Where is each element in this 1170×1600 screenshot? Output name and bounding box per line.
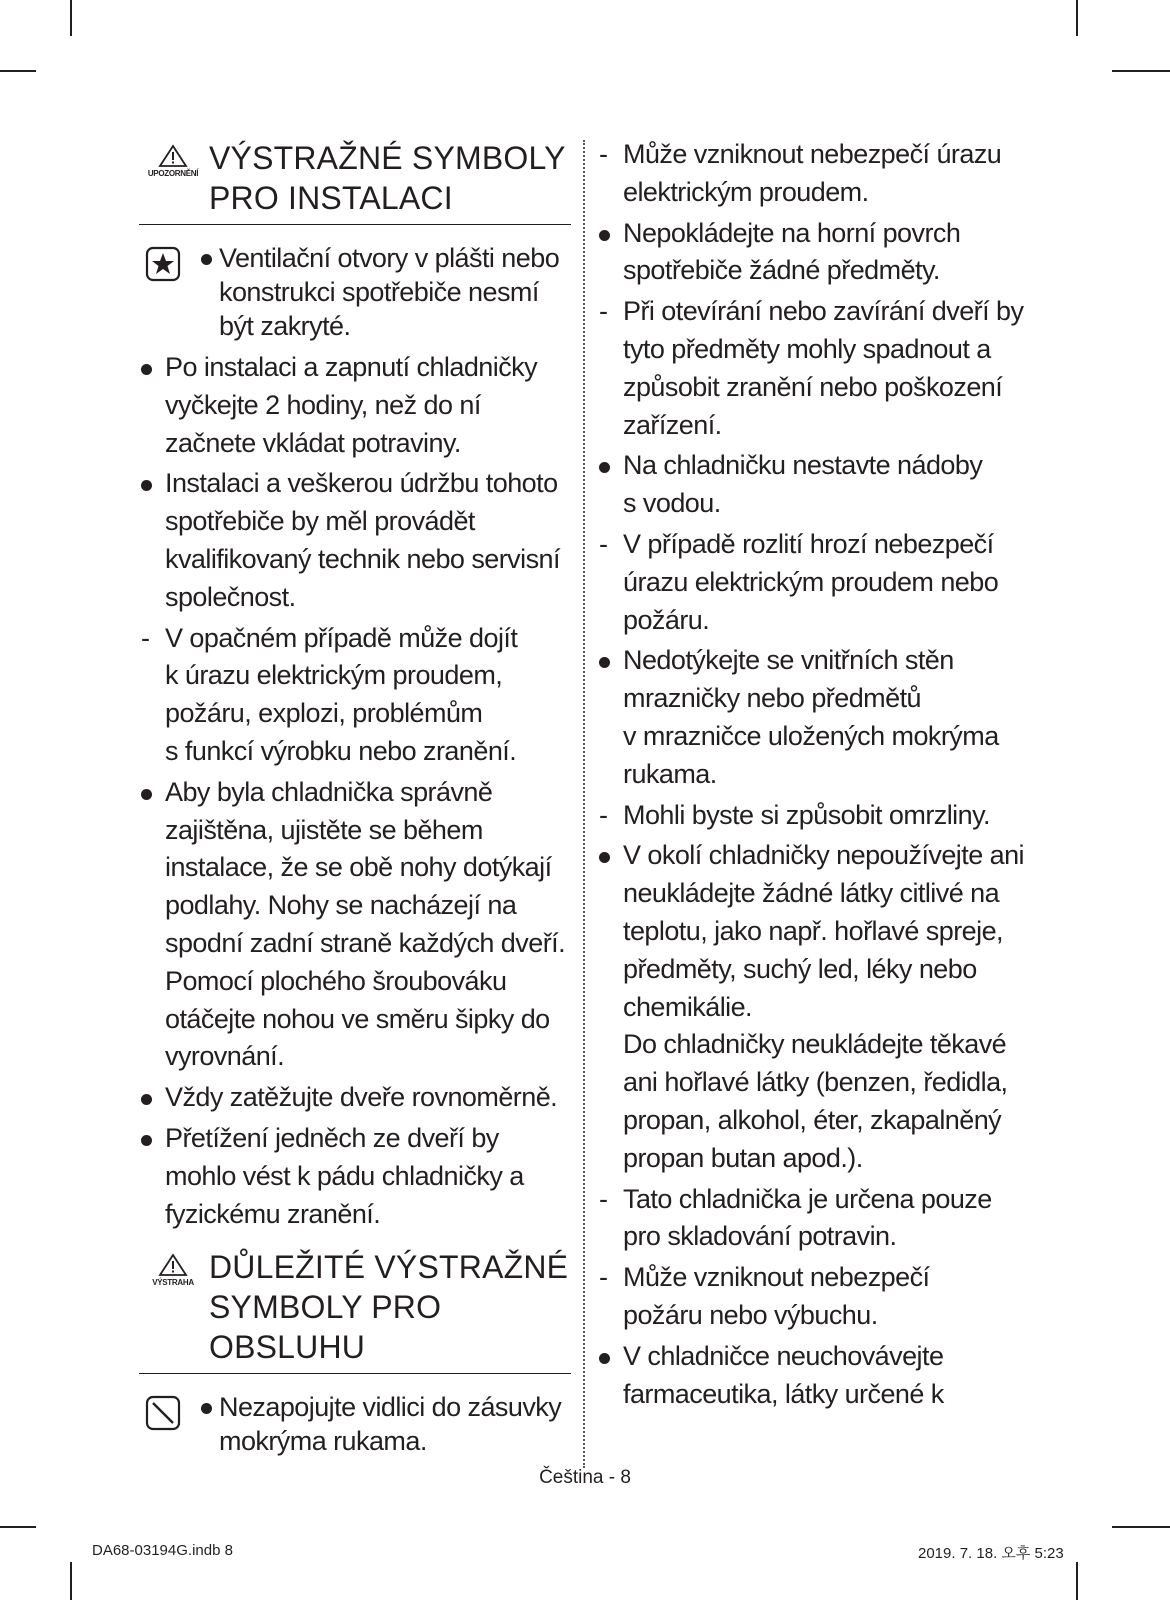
text-line: Nedotýkejte se vnitřních stěn	[623, 645, 954, 676]
ventilation-note: Ventilační otvory v plášti nebo konstrukci spotřebiče nesmí být zakryté.	[139, 241, 571, 343]
text-line: Po instalaci a zapnutí chladničky	[165, 352, 538, 382]
right-item-list	[597, 136, 1037, 1413]
dash-item	[597, 293, 1037, 444]
text-line: mohlo vést k pádu chladničky a	[165, 1160, 524, 1191]
text-line: instalace, že se obě nohy dotýkají	[165, 852, 552, 883]
caution-label: UPOZORNĚNÍ	[147, 169, 199, 178]
crop-mark	[1112, 1526, 1170, 1528]
text-line: propan, alkohol, éter, zkapalněný	[623, 1104, 1002, 1135]
text-line: Přetížení jedněch ze dveří by	[165, 1122, 499, 1153]
text-line: Může vzniknout nebezpečí úrazu	[623, 139, 1002, 169]
text-line: společnost.	[165, 581, 296, 612]
crop-mark	[1112, 70, 1170, 72]
text-line: Nepokládejte na horní povrch	[623, 217, 961, 248]
heading-title: VÝSTRAŽNÉ SYMBOLY PRO INSTALACI	[209, 140, 566, 216]
dash-item	[139, 620, 571, 771]
text-line: spotřebiče by měl provádět	[165, 506, 475, 537]
caution-icon	[139, 144, 207, 179]
bullet-item	[139, 465, 571, 616]
text-line: zařízení.	[623, 409, 722, 440]
crop-mark	[1076, 1562, 1078, 1600]
dash-item	[597, 526, 1037, 639]
text-line: Do chladničky neukládejte těkavé	[623, 1029, 1007, 1060]
bullet-item	[139, 1120, 571, 1233]
text-line: začnete vkládat potraviny.	[165, 427, 461, 458]
dash-item	[597, 136, 1037, 212]
right-column	[597, 136, 1037, 1416]
text-line: Může vzniknout nebezpečí	[623, 1262, 930, 1293]
text-line: rukama.	[623, 758, 717, 789]
wet-hands-plug-note: Nezapojujte vidlici do zásuvky mokrýma rukama.	[139, 1390, 571, 1458]
text-line: předměty, suchý led, léky nebo	[623, 953, 977, 984]
text-line: vyrovnání.	[165, 1041, 285, 1072]
left-column	[139, 138, 571, 1464]
crop-mark	[70, 0, 72, 36]
text-line: V případě rozlití hrozí nebezpečí	[623, 528, 994, 559]
bullet-item	[597, 837, 1037, 1177]
text-line: podlahy. Nohy se nacházejí na	[165, 890, 517, 921]
bullet-item	[139, 349, 571, 462]
text-line: propan butan apod.).	[623, 1142, 863, 1173]
text-line: požáru, explozi, problémům	[165, 698, 483, 729]
text-line: neukládejte žádné látky citlivé na	[623, 878, 1000, 909]
text-line: Pomocí plochého šroubováku	[165, 965, 507, 996]
text-line: k úrazu elektrickým proudem,	[165, 660, 503, 691]
text-line: otáčejte nohou ve směru šipky do	[165, 1003, 550, 1034]
text-line: farmaceutika, látky určené k	[623, 1378, 944, 1409]
text-line: požáru nebo výbuchu.	[623, 1299, 878, 1330]
file-slug: DA68-03194G.indb 8	[92, 1542, 233, 1559]
installation-warning-heading	[139, 138, 571, 225]
page-number: Čeština - 8	[539, 1467, 631, 1488]
bullet-item	[139, 774, 571, 1076]
text-line: Při otevírání nebo zavírání dveří by	[623, 296, 1024, 327]
text-line: V opačném případě může dojít	[165, 622, 518, 653]
bullet-item	[597, 447, 1037, 523]
text-line: kvalifikovaný technik nebo servisní	[165, 543, 560, 574]
text-line: s funkcí výrobku nebo zranění.	[165, 735, 517, 766]
text-line: elektrickým proudem.	[623, 176, 869, 207]
date-slug: 2019. 7. 18. 오후 5:23	[918, 1545, 1064, 1562]
crop-mark	[0, 70, 36, 72]
text-line: způsobit zranění nebo poškození	[623, 371, 1003, 402]
text-line: vyčkejte 2 hodiny, než do ní	[165, 389, 481, 420]
text-line: mrazničky nebo předmětů	[623, 683, 921, 714]
crop-mark	[1076, 0, 1078, 36]
text-line: Mohli byste si způsobit omrzliny.	[623, 799, 990, 830]
text-line: v mrazničce uložených mokrýma	[623, 720, 999, 751]
text-line: Tato chladnička je určena pouze	[623, 1183, 992, 1214]
text-line: úrazu elektrickým proudem nebo	[623, 566, 999, 597]
heading-title: DŮLEŽITÉ VÝSTRAŽNÉ SYMBOLY PRO OBSLUHU	[209, 1249, 569, 1366]
text-line: Instalaci a veškerou údržbu tohoto	[165, 468, 558, 499]
star-box-icon	[145, 246, 181, 290]
bullet-item	[597, 642, 1037, 793]
text-line: s vodou.	[623, 488, 721, 519]
text-line: V okolí chladničky nepoužívejte ani	[623, 840, 1025, 871]
text-line: Na chladničku nestavte nádoby	[623, 450, 983, 481]
text-line: tyto předměty mohly spadnout a	[623, 333, 991, 364]
prohibited-box-icon	[145, 1395, 181, 1439]
left-item-list	[139, 349, 571, 1233]
text-line: teplotu, jako např. hořlavé spreje,	[623, 915, 1003, 946]
text-line: požáru.	[623, 604, 710, 635]
crop-mark	[70, 1562, 72, 1600]
text-line: V chladničce neuchovávejte	[623, 1340, 944, 1371]
crop-mark	[0, 1526, 36, 1528]
text-line: Aby byla chladnička správně	[165, 776, 493, 807]
dash-item	[597, 1181, 1037, 1257]
bullet-item	[139, 1079, 571, 1117]
warning-icon	[139, 1253, 207, 1288]
text-line: spodní zadní straně každých dveří.	[165, 927, 566, 958]
text-line: fyzickému zranění.	[165, 1198, 381, 1229]
dash-item	[597, 797, 1037, 835]
warning-label: VÝSTRAHA	[152, 1278, 194, 1288]
text-line: zajištěna, ujistěte se během	[165, 814, 483, 845]
bullet-item	[597, 215, 1037, 291]
operation-warning-heading	[139, 1247, 571, 1374]
text-line: pro skladování potravin.	[623, 1221, 897, 1252]
text-line: Vždy zatěžujte dveře rovnoměrně.	[165, 1082, 558, 1113]
bullet-item	[597, 1338, 1037, 1414]
text-line: ani hořlavé látky (benzen, ředidla,	[623, 1067, 1008, 1098]
text-line: chemikálie.	[623, 991, 753, 1022]
dash-item	[597, 1259, 1037, 1335]
text-line: spotřebiče žádné předměty.	[623, 255, 940, 286]
column-divider	[583, 140, 585, 1468]
